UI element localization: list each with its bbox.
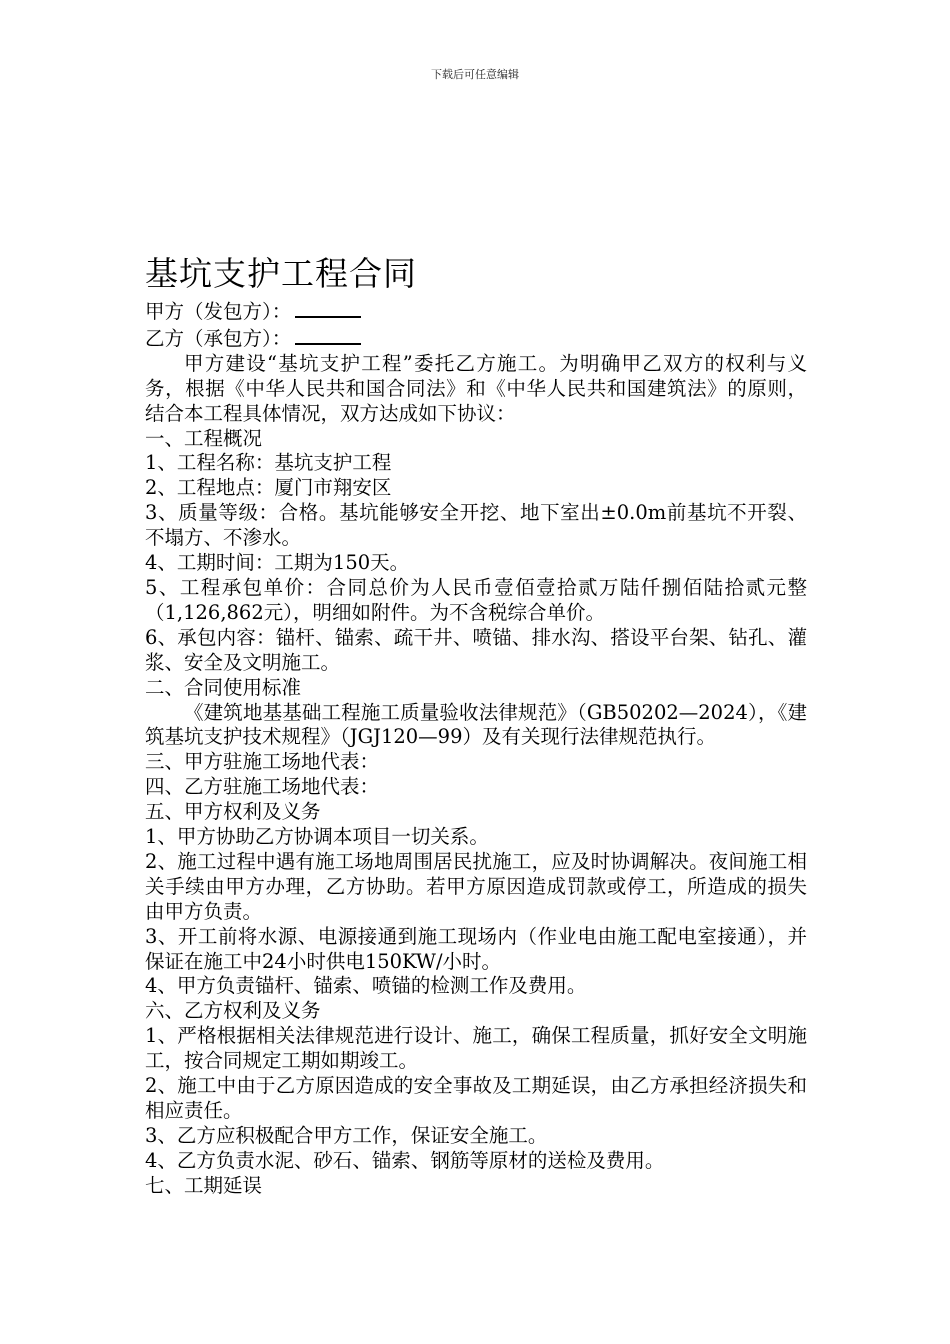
- section-5-item: 1、甲方协助乙方协调本项目一切关系。: [145, 825, 489, 849]
- section-7-heading: 七、工期延误: [145, 1173, 263, 1197]
- party-a-line: [145, 298, 807, 325]
- section-6-item: 4、乙方负责水泥、砂石、锚索、钢筋等原材的送检及费用。: [145, 1148, 665, 1172]
- intro-paragraph: 甲方建设“基坑支护工程”委托乙方施工。为明确甲乙双方的权利与义务，根据《中华人民共和国合同法》和《中华人民共和国建筑法》的原则，结合本工程具体情况，双方达成如下协议：: [145, 351, 807, 425]
- section-1-item: 6、承包内容：锚杆、锚索、疏干井、喷锚、排水沟、搭设平台架、钻孔、灌浆、安全及文明施工。: [145, 625, 807, 674]
- party-b-label: 乙方（承包方）：: [145, 326, 292, 350]
- section-5-item: 3、开工前将水源、电源接通到施工现场内（作业电由施工配电室接通），并保证在施工中24小时供电150KW/小时。: [145, 924, 807, 973]
- section-6-item: 3、乙方应积极配合甲方工作，保证安全施工。: [145, 1123, 548, 1147]
- document-title: 基坑支护工程合同: [145, 254, 417, 293]
- party-b-line: [145, 325, 807, 352]
- section-1-item: 3、质量等级：合格。基坑能够安全开挖、地下室出±0.0m前基坑不开裂、不塌方、不渗水。: [145, 501, 807, 550]
- section-4-heading: 四、乙方驻施工场地代表：: [145, 775, 380, 799]
- section-5-item: 4、甲方负责锚杆、锚索、喷锚的检测工作及费用。: [145, 974, 587, 998]
- section-2-heading: 二、合同使用标准: [145, 675, 302, 699]
- section-3-heading: 三、甲方驻施工场地代表：: [145, 750, 380, 774]
- section-6-heading: 六、乙方权利及义务: [145, 999, 321, 1023]
- party-b-blank: [295, 325, 361, 345]
- party-a-label: 甲方（发包方）：: [145, 300, 292, 323]
- section-2-text: 《建筑地基基础工程施工质量验收法律规范》（GB50202—2024），《建筑基坑支护技术规程》（JGJ120—99）及有关现行法律规范执行。: [145, 700, 807, 749]
- section-1-item: 5、工程承包单价：合同总价为人民币壹佰壹拾贰万陆仟捌佰陆拾贰元整（1,126,862元），明细如附件。为不含税综合单价。: [145, 575, 807, 624]
- section-1-item: 4、工期时间：工期为150天。: [145, 551, 410, 575]
- header-note: 下载后可任意编辑: [431, 68, 519, 81]
- section-1-item: 2、工程地点：厦门市翔安区: [145, 476, 392, 500]
- section-1-item: 1、工程名称：基坑支护工程: [145, 451, 392, 475]
- party-a-blank: [295, 298, 361, 318]
- section-6-item: 1、严格根据相关法律规范进行设计、施工，确保工程质量，抓好安全文明施工，按合同规定工期如期竣工。: [145, 1024, 807, 1073]
- section-1-heading: 一、工程概况: [145, 426, 263, 450]
- section-6-item: 2、施工中由于乙方原因造成的安全事故及工期延误，由乙方承担经济损失和相应责任。: [145, 1074, 807, 1122]
- section-5-item: 2、施工过程中遇有施工场地周围居民扰施工，应及时协调解决。夜间施工相关手续由甲方办理，乙方协助。若甲方原因造成罚款或停工，所造成的损失由甲方负责。: [145, 849, 807, 923]
- contract-body: [145, 252, 807, 1199]
- section-5-heading: 五、甲方权利及义务: [145, 800, 321, 824]
